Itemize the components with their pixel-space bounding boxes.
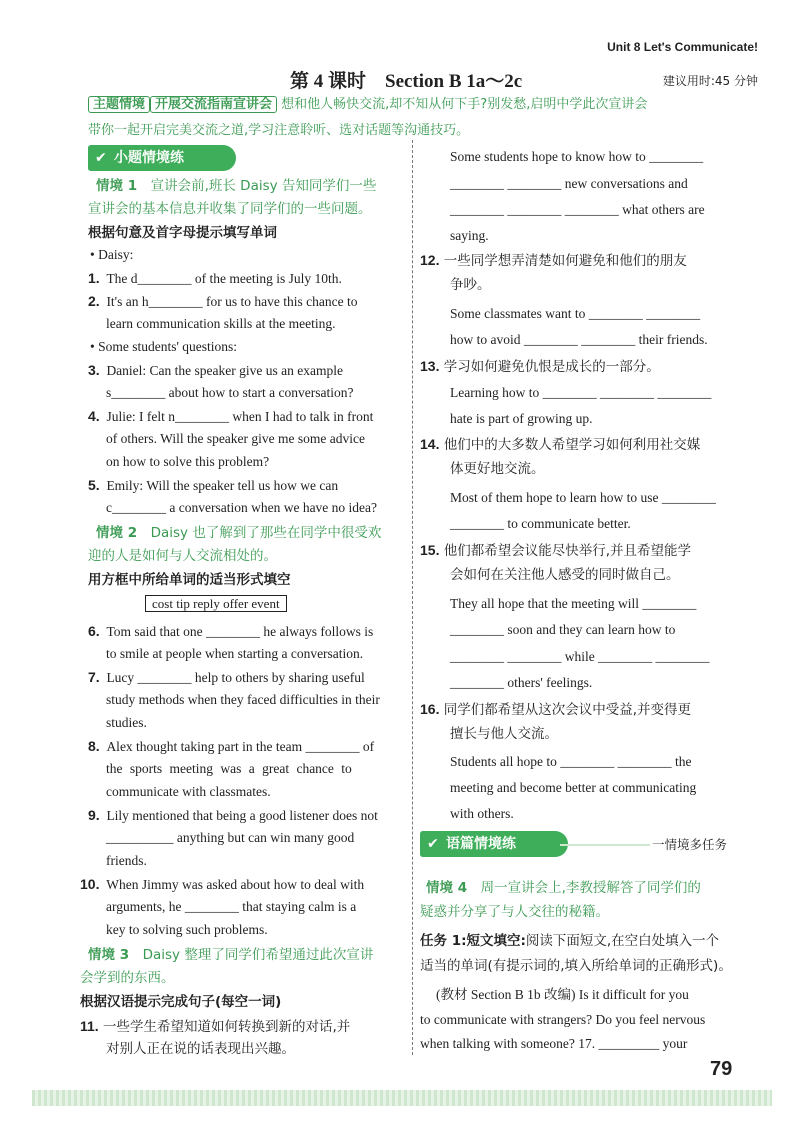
question-11: 11. 一些学生希望知道如何转换到新的对话,并 <box>80 1018 351 1035</box>
question-9: 9. Lily mentioned that being a good listener does not <box>88 807 378 823</box>
badge-bar <box>560 844 650 846</box>
intro-text-1: 想和他人畅快交流,却不知从何下手?别发愁,启明中学此次宣讲会 <box>281 97 648 112</box>
question-7: 7. Lucy ________ help to others by sharing useful <box>88 669 365 685</box>
check-icon: ✔ <box>427 836 439 852</box>
answer-13-line1: Learning how to ________ ________ ________ <box>450 385 712 400</box>
multi-task-label: 一情境多任务 <box>652 837 728 852</box>
theme-tag: 主题情境 <box>88 96 150 113</box>
section-badge-passage: ✔ 语篇情境练 <box>420 831 568 857</box>
intro-text-2: 带你一起开启完美交流之道,学习注意聆听、选对话题等沟通技巧。 <box>88 123 470 138</box>
question-14: 14. 他们中的大多数人希望学习如何利用社交媒 <box>420 436 701 453</box>
answer-14-line2: ________ to communicate better. <box>450 516 631 531</box>
question-14-cont: 体更好地交流。 <box>450 461 545 477</box>
answer-12-line2: how to avoid ________ ________ their friends. <box>450 332 708 347</box>
answer-15-line1: They all hope that the meeting will ________ <box>450 596 697 611</box>
question-16: 16. 同学们都希望从这次会议中受益,并变得更 <box>420 701 692 718</box>
task-1-cont: 适当的单词(有提示词的,填入所给单词的正确形式)。 <box>420 958 732 974</box>
question-11-cont: 对别人正在说的话表现出兴趣。 <box>106 1041 295 1057</box>
question-13: 13. 学习如何避免仇恨是成长的一部分。 <box>420 358 660 375</box>
task-1: 任务 1:短文填空:阅读下面短文,在空白处填入一个 <box>420 933 720 949</box>
question-8-cont: the sports meeting was a great chance to <box>106 761 352 776</box>
question-3-cont: s________ about how to start a conversation? <box>106 385 354 400</box>
scenario-2: 情境 2 Daisy 也了解到了那些在同学中很受欢 <box>96 525 382 541</box>
passage-line-2: to communicate with strangers? Do you feel nervous <box>420 1012 706 1027</box>
question-8-cont2: communicate with classmates. <box>106 784 271 799</box>
column-divider <box>412 140 413 1055</box>
question-6-cont: to smile at people when starting a conversation. <box>106 646 364 661</box>
question-15-cont: 会如何在关注他人感受的同时做自己。 <box>450 567 680 583</box>
passage-line-1: (教材 Section B 1b 改编) Is it difficult for you <box>436 987 689 1002</box>
answer-16-line1: Students all hope to ________ ________ the <box>450 754 692 769</box>
scenario-1: 情境 1 宣讲会前,班长 Daisy 告知同学们一些 <box>96 178 377 194</box>
students-questions-label: • Some students' questions: <box>90 339 238 354</box>
instruction-3: 根据汉语提示完成句子(每空一词) <box>80 994 282 1010</box>
scenario-3: 情境 3 Daisy 整理了同学们希望通过此次宣讲 <box>88 947 374 963</box>
scenario-1-cont: 宣讲会的基本信息并收集了同学们的一些问题。 <box>88 201 372 217</box>
answer-11-line4: saying. <box>450 228 489 243</box>
question-4-cont: of others. Will the speaker give me some advice <box>106 431 365 446</box>
question-5: 5. Emily: Will the speaker tell us how we can <box>88 477 339 493</box>
scenario-3-cont: 会学到的东西。 <box>80 970 175 986</box>
section-badge-practice: ✔ 小题情境练 <box>88 145 236 171</box>
lesson-title: 第 4 课时 Section B 1a～2c <box>290 71 523 92</box>
question-10-cont2: key to solving such problems. <box>106 922 268 937</box>
instruction-1: 根据句意及首字母提示填写单词 <box>88 225 277 241</box>
scenario-4: 情境 4 周一宣讲会上,李教授解答了同学们的 <box>426 880 701 896</box>
scenario-2-cont: 迎的人是如何与人交流相处的。 <box>88 548 277 564</box>
question-7-cont2: studies. <box>106 715 147 730</box>
question-2-cont: learn communication skills at the meeting. <box>106 316 336 331</box>
check-icon: ✔ <box>95 150 107 166</box>
answer-12-line1: Some classmates want to ________ ________ <box>450 306 701 321</box>
page-number: 79 <box>710 1058 733 1080</box>
question-3: 3. Daniel: Can the speaker give us an example <box>88 362 343 378</box>
question-9-cont: __________ anything but can win many good <box>106 830 355 845</box>
question-1: 1. The d________ of the meeting is July 10th. <box>88 270 342 286</box>
word-box: cost tip reply offer event <box>145 595 287 613</box>
answer-15-line4: ________ others' feelings. <box>450 675 593 690</box>
answer-13-line2: hate is part of growing up. <box>450 411 593 426</box>
intro-line-1 <box>88 95 647 115</box>
footer-decoration <box>32 1090 772 1106</box>
passage-line-3: when talking with someone? 17. _________ your <box>420 1036 688 1051</box>
answer-14-line1: Most of them hope to learn how to use ________ <box>450 490 716 505</box>
question-16-cont: 擅长与他人交流。 <box>450 726 558 742</box>
question-15: 15. 他们都希望会议能尽快举行,并且希望能学 <box>420 542 692 559</box>
unit-header: Unit 8 Let's Communicate! <box>607 40 758 54</box>
answer-15-line2: ________ soon and they can learn how to <box>450 622 676 637</box>
answer-16-line2: meeting and become better at communicating <box>450 780 697 795</box>
question-7-cont: study methods when they faced difficulties in their <box>106 692 380 707</box>
question-9-cont2: friends. <box>106 853 147 868</box>
answer-16-line3: with others. <box>450 806 514 821</box>
question-4-cont2: on how to solve this problem? <box>106 454 270 469</box>
answer-11-line1: Some students hope to know how to ________ <box>450 149 704 164</box>
answer-15-line3: ________ ________ while ________ ________ <box>450 649 710 664</box>
answer-11-line2: ________ ________ new conversations and <box>450 176 688 191</box>
question-4: 4. Julie: I felt n________ when I had to talk in front <box>88 408 374 424</box>
question-10: 10. When Jimmy was asked about how to deal with <box>80 876 365 892</box>
instruction-2: 用方框中所给单词的适当形式填空 <box>88 572 291 588</box>
answer-11-line3: ________ ________ ________ what others are <box>450 202 705 217</box>
question-6: 6. Tom said that one ________ he always follows is <box>88 623 374 639</box>
question-2: 2. It's an h________ for us to have this chance to <box>88 293 358 309</box>
suggested-time: 建议用时:45 分钟 <box>662 74 758 88</box>
daisy-label: • Daisy: <box>90 247 134 262</box>
scenario-4-cont: 疑惑并分享了与人交往的秘籍。 <box>420 904 609 920</box>
question-10-cont: arguments, he ________ that staying calm is a <box>106 899 357 914</box>
question-5-cont: c________ a conversation when we have no idea? <box>106 500 378 515</box>
question-12: 12. 一些同学想弄清楚如何避免和他们的朋友 <box>420 252 687 269</box>
theme-topic-tag: 开展交流指南宣讲会 <box>150 96 277 113</box>
question-8: 8. Alex thought taking part in the team ________ of <box>88 738 375 754</box>
question-12-cont: 争吵。 <box>450 277 491 293</box>
